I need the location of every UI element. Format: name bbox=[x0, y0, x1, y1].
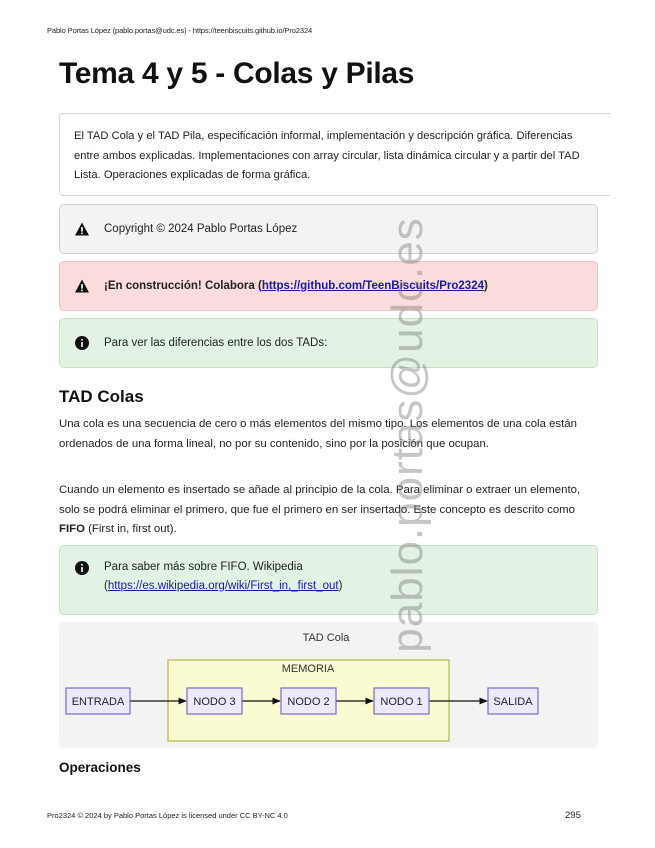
page-number: 295 bbox=[565, 810, 581, 821]
warning-triangle-icon bbox=[74, 221, 90, 237]
copyright-text: Copyright © 2024 Pablo Portas López bbox=[104, 222, 298, 235]
running-header: Pablo Portas López (pablo.portas@udc.es) - https://teenbiscuits.github.io/Pro2324 bbox=[47, 26, 313, 35]
github-link[interactable]: https://github.com/TeenBiscuits/Pro2324 bbox=[261, 279, 484, 292]
info-circle-icon bbox=[74, 335, 90, 351]
differences-text: Para ver las diferencias entre los dos TADs: bbox=[104, 336, 328, 349]
diagram-node-label: NODO 1 bbox=[380, 696, 423, 708]
fifo-callout-label: Para saber más sobre FIFO. Wikipedia bbox=[104, 561, 303, 573]
fifo-bold: FIFO bbox=[59, 523, 85, 536]
copyright-callout bbox=[59, 204, 598, 254]
construction-callout bbox=[59, 261, 598, 311]
abstract-box bbox=[59, 113, 610, 196]
queue-diagram bbox=[59, 622, 598, 748]
construction-text bbox=[104, 277, 488, 296]
email-watermark: pablo.portas@udc.es bbox=[383, 217, 432, 653]
wikipedia-link[interactable]: https://es.wikipedia.org/wiki/First_in,_first_out bbox=[107, 580, 339, 592]
diagram-node-label: NODO 3 bbox=[193, 696, 236, 708]
diagram-node-label: SALIDA bbox=[493, 696, 533, 708]
abstract-text: El TAD Cola y el TAD Pila, especificación informal, implementación y descripción gráfica. Diferencias entre ambos explicadas. Implementaciones con array circular, lista dinámica circular y a partir del TAD Lista. Operaciones explicadas de forma gráfica. bbox=[74, 130, 580, 181]
section-title: TAD Colas bbox=[59, 387, 144, 406]
fifo-callout-text: Para saber más sobre FIFO. Wikipedia (https://es.wikipedia.org/wiki/First_in,_first_out) bbox=[104, 561, 343, 592]
fifo-callout bbox=[59, 545, 598, 615]
fifo-text-before: Cuando un elemento es insertado se añade al principio de la cola. Para eliminar o extraer un elemento, solo se podrá eliminar el primero, que fue el primero en ser insertado. Este concepto es descrito como bbox=[59, 484, 581, 516]
info-circle-icon bbox=[74, 560, 90, 576]
paragraph-definition: Una cola es una secuencia de cero o más elementos del mismo tipo. Los elementos de una cola están ordenados de una forma lineal, no por su contenido, sino por la posición que ocupan. bbox=[59, 418, 577, 450]
operations-heading: Operaciones bbox=[59, 760, 141, 775]
diagram-node-label: NODO 2 bbox=[287, 696, 330, 708]
construction-suffix: ) bbox=[483, 279, 488, 292]
construction-prefix: ¡En construcción! Colabora ( bbox=[104, 279, 262, 292]
memory-label: MEMORIA bbox=[281, 663, 335, 675]
paragraph-fifo bbox=[59, 481, 599, 540]
diagram-node-label: ENTRADA bbox=[71, 696, 125, 708]
diagram-title: TAD Cola bbox=[302, 632, 350, 644]
queue-diagram-svg bbox=[59, 622, 598, 748]
differences-callout bbox=[59, 318, 598, 368]
page-title: Tema 4 y 5 - Colas y Pilas bbox=[59, 57, 415, 90]
fifo-text-after: (First in, first out). bbox=[84, 523, 177, 536]
license-footer: Pro2324 © 2024 by Pablo Portas López is licensed under CC BY-NC 4.0 bbox=[47, 811, 288, 820]
warning-triangle-icon bbox=[74, 278, 90, 294]
